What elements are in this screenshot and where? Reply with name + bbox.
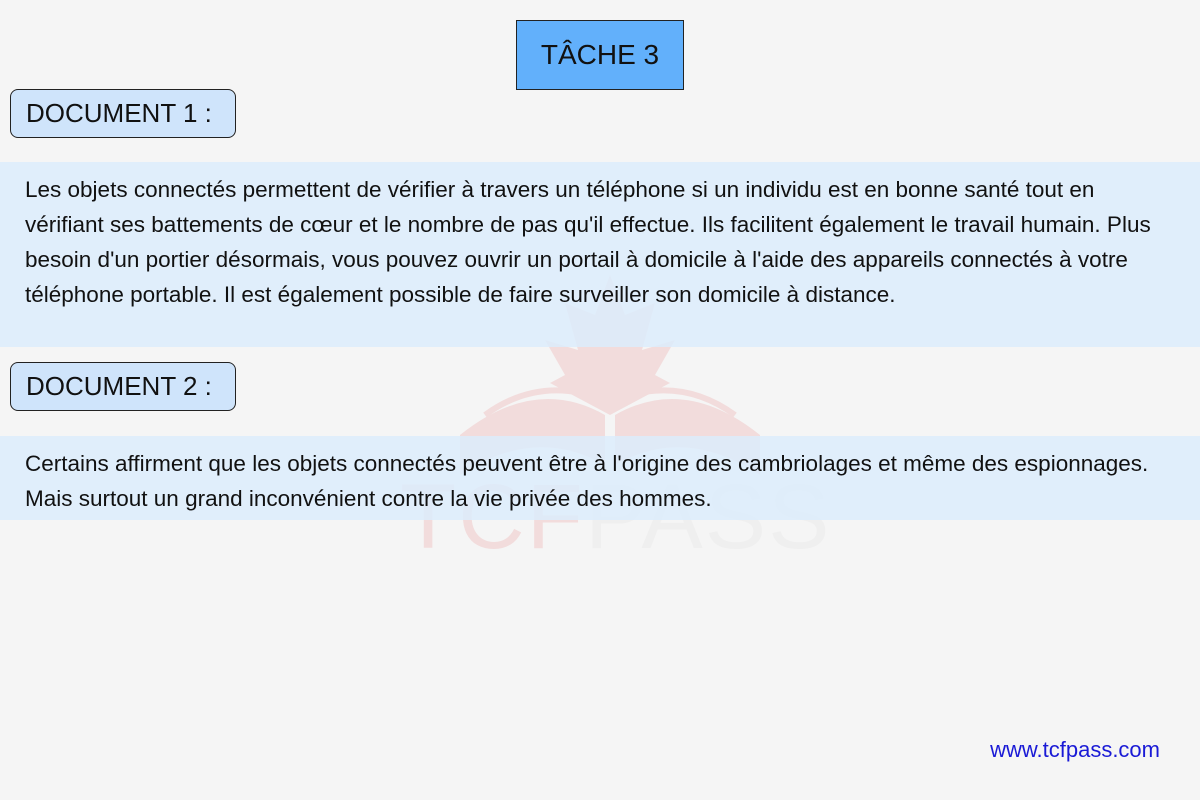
document-2-label	[10, 362, 236, 411]
task-title-label: TÂCHE 3	[540, 39, 660, 70]
task-title	[516, 20, 684, 90]
document-2-label-text: DOCUMENT 2 :	[26, 371, 212, 401]
website-link[interactable]: www.tcfpass.com	[990, 737, 1160, 762]
document-1-text: Les objets connectés permettent de vérifier à travers un téléphone si un individu est en bonne santé tout en vérifiant ses battements de cœur et le nombre de pas qu'il effectue. Ils facilitent également le travail humain. Plus besoin d'un portier désormais, vous pouvez ouvrir un portail à domicile à l'aide des appareils connectés à votre téléphone portable. Il est également possible de faire surveiller son domicile à distance.	[0, 162, 1200, 347]
document-2-text: Certains affirment que les objets connectés peuvent être à l'origine des cambriolages et même des espionnages. Mais surtout un grand inconvénient contre la vie privée des hommes.	[0, 436, 1200, 520]
document-1-label	[10, 89, 236, 138]
document-1-label-text: DOCUMENT 1 :	[26, 98, 212, 128]
